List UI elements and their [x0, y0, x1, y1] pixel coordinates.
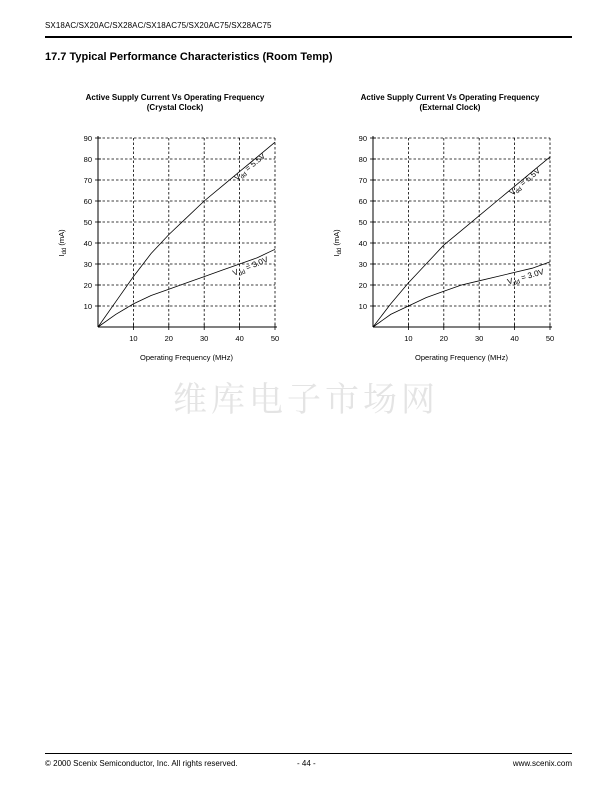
x-tick-label: 50 [545, 334, 555, 343]
x-tick-label: 30 [475, 334, 484, 343]
chart-title: Active Supply Current Vs Operating Frequency [360, 93, 540, 102]
x-tick-label: 10 [404, 334, 413, 343]
y-tick-label: 40 [83, 238, 92, 248]
chart-title: Active Supply Current Vs Operating Frequency [85, 93, 265, 102]
y-tick-label: 80 [83, 154, 92, 164]
x-tick-label: 50 [270, 334, 280, 343]
footer-rule [45, 753, 572, 754]
footer-copyright: © 2000 Scenix Semiconductor, Inc. All rights reserved. [45, 759, 238, 768]
x-tick-label: 10 [129, 334, 138, 343]
chart-crystal-clock [45, 90, 305, 375]
y-tick-label: 70 [83, 175, 92, 185]
x-tick-label: 40 [510, 334, 519, 343]
y-tick-label: 50 [358, 217, 367, 227]
series-label-vdd-5-5v: $V_{dd} = 5.5V$ [232, 151, 268, 183]
series-label-vdd-3-0v: $V_{dd} = 3.0V$ [506, 267, 545, 287]
watermark-text: 维库电子市场网 [173, 380, 439, 420]
x-tick-label: 30 [200, 334, 209, 343]
footer-website: www.scenix.com [512, 759, 572, 768]
y-tick-label: 90 [358, 133, 367, 143]
y-tick-label: 70 [358, 175, 367, 185]
y-tick-label: 90 [83, 133, 92, 143]
series-line-vdd-3-0v [98, 249, 275, 327]
x-tick-label: 20 [164, 334, 173, 343]
series-label-vdd-3-0v: $V_{dd} = 3.0V$ [231, 255, 270, 278]
section-title: 17.7 Typical Performance Characteristics (Room Temp) [45, 51, 333, 63]
x-axis-label: Operating Frequency (MHz) [415, 353, 508, 362]
y-tick-label: 10 [83, 301, 92, 311]
x-axis-label: Operating Frequency (MHz) [140, 353, 233, 362]
y-tick-label: 20 [358, 280, 367, 290]
chart-external-clock [320, 90, 580, 375]
x-tick-label: 40 [235, 334, 244, 343]
y-tick-label: 30 [358, 259, 367, 269]
chart-subtitle: (Crystal Clock) [146, 103, 204, 112]
footer-page-number: - 44 - [297, 759, 316, 768]
y-axis-label: $I_{dd}$ (mA) [332, 229, 343, 257]
y-tick-label: 80 [358, 154, 367, 164]
y-tick-label: 20 [83, 280, 92, 290]
chart-subtitle: (External Clock) [419, 103, 481, 112]
header-rule [45, 36, 572, 38]
series-line-vdd-3-0v [373, 262, 550, 327]
y-tick-label: 30 [83, 259, 92, 269]
series-label-vdd-5-5v: $V_{dd} = 5.5V$ [507, 166, 543, 198]
y-tick-label: 60 [358, 196, 367, 206]
x-tick-label: 20 [439, 334, 448, 343]
y-tick-label: 60 [83, 196, 92, 206]
y-tick-label: 40 [358, 238, 367, 248]
y-axis-label: $I_{dd}$ (mA) [57, 229, 68, 257]
y-tick-label: 10 [358, 301, 367, 311]
document-header: SX18AC/SX20AC/SX28AC/SX18AC75/SX20AC75/SX28AC75 [45, 21, 272, 30]
y-tick-label: 50 [83, 217, 92, 227]
